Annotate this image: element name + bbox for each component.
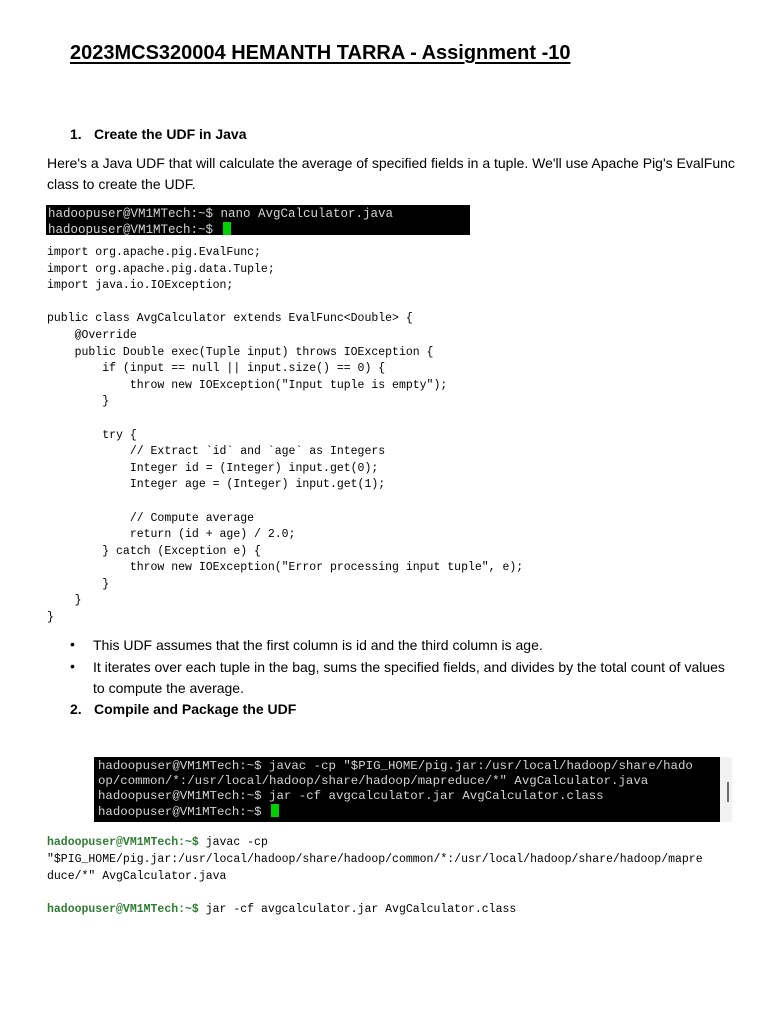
terminal-line: hadoopuser@VM1MTech:~$ jar -cf avgcalculator.jar AvgCalculator.class — [98, 789, 604, 803]
code-line: } catch (Exception e) { — [47, 544, 261, 558]
javac-command-start: javac -cp — [198, 836, 268, 849]
terminal-screenshot-nano — [46, 205, 470, 235]
jar-command-line — [47, 902, 516, 919]
shell-prompt: hadoopuser@VM1MTech:~$ — [47, 903, 199, 916]
code-line: import org.apache.pig.EvalFunc; — [47, 246, 261, 259]
code-line: public Double exec(Tuple input) throws IOException { — [47, 345, 434, 359]
terminal-line: hadoopuser@VM1MTech:~$ — [98, 805, 270, 819]
terminal-cursor — [223, 222, 231, 235]
bullet-dot: • — [70, 636, 75, 652]
terminal-scrollbar[interactable] — [720, 757, 732, 822]
code-line: // Extract `id` and `age` as Integers — [47, 445, 386, 459]
intro-paragraph: Here's a Java UDF that will calculate the average of specified fields in a tuple. We'll use Apache Pig's EvalFunc class to create the UDF. — [47, 155, 735, 192]
code-line: try { — [47, 428, 137, 442]
section-2-number: 2. — [70, 701, 82, 717]
section-1-title: Create the UDF in Java — [94, 126, 247, 142]
terminal-scrollbar-thumb[interactable] — [727, 782, 729, 802]
code-line: // Compute average — [47, 511, 255, 525]
code-line: public class AvgCalculator extends EvalFunc<Double> { — [47, 312, 413, 326]
terminal-cursor — [271, 804, 279, 817]
code-line — [47, 295, 523, 312]
section-1-heading — [70, 126, 247, 142]
code-line: } — [47, 577, 110, 591]
terminal-line-with-cursor — [48, 222, 470, 237]
code-line: Integer id = (Integer) input.get(0); — [47, 461, 379, 475]
code-line: import java.io.IOException; — [47, 279, 234, 293]
code-line: throw new IOException("Error processing input tuple", e); — [47, 561, 524, 575]
code-line: } — [47, 594, 82, 608]
jar-command: jar -cf avgcalculator.jar AvgCalculator.class — [198, 903, 517, 916]
javac-command-continuation: "$PIG_HOME/pig.jar:/usr/local/hadoop/share/hadoop/common/*:/usr/local/hadoop/share/hadoop/mapre — [47, 853, 703, 866]
javac-command-line — [47, 835, 268, 852]
code-line: if (input == null || input.size() == 0) { — [47, 362, 386, 376]
section-2-title: Compile and Package the UDF — [94, 701, 297, 717]
terminal-line-with-cursor — [98, 804, 720, 819]
terminal-line: op/common/*:/usr/local/hadoop/share/hadoop/mapreduce/*" AvgCalculator.java — [98, 774, 649, 788]
code-line: @Override — [47, 328, 137, 342]
bullet-item: This UDF assumes that the first column is id and the third column is age. — [93, 637, 543, 653]
code-line: Integer age = (Integer) input.get(1); — [47, 478, 386, 492]
bullet-dot: • — [70, 658, 75, 674]
terminal-line: hadoopuser@VM1MTech:~$ — [48, 223, 221, 237]
code-line: throw new IOException("Input tuple is empty"); — [47, 378, 448, 392]
shell-prompt: hadoopuser@VM1MTech:~$ — [47, 836, 199, 849]
bullet-item: It iterates over each tuple in the bag, sums the specified fields, and divides by the total count of values to compute the average. — [93, 659, 725, 696]
document-title: 2023MCS320004 HEMANTH TARRA - Assignment -10 — [70, 42, 571, 64]
code-line: } — [47, 611, 54, 625]
code-line — [47, 494, 523, 511]
code-line: import org.apache.pig.data.Tuple; — [47, 262, 275, 276]
code-line: } — [47, 395, 110, 409]
java-code-block — [47, 245, 523, 627]
section-2-heading — [70, 701, 296, 717]
code-line — [47, 411, 523, 428]
terminal-screenshot-compile — [94, 757, 720, 822]
terminal-line: hadoopuser@VM1MTech:~$ javac -cp "$PIG_HOME/pig.jar:/usr/local/hadoop/share/hado — [98, 759, 693, 773]
terminal-line: hadoopuser@VM1MTech:~$ nano AvgCalculator.java — [48, 207, 394, 221]
code-line: return (id + age) / 2.0; — [47, 528, 296, 542]
javac-command-continuation: duce/*" AvgCalculator.java — [47, 870, 227, 883]
section-1-number: 1. — [70, 126, 82, 142]
